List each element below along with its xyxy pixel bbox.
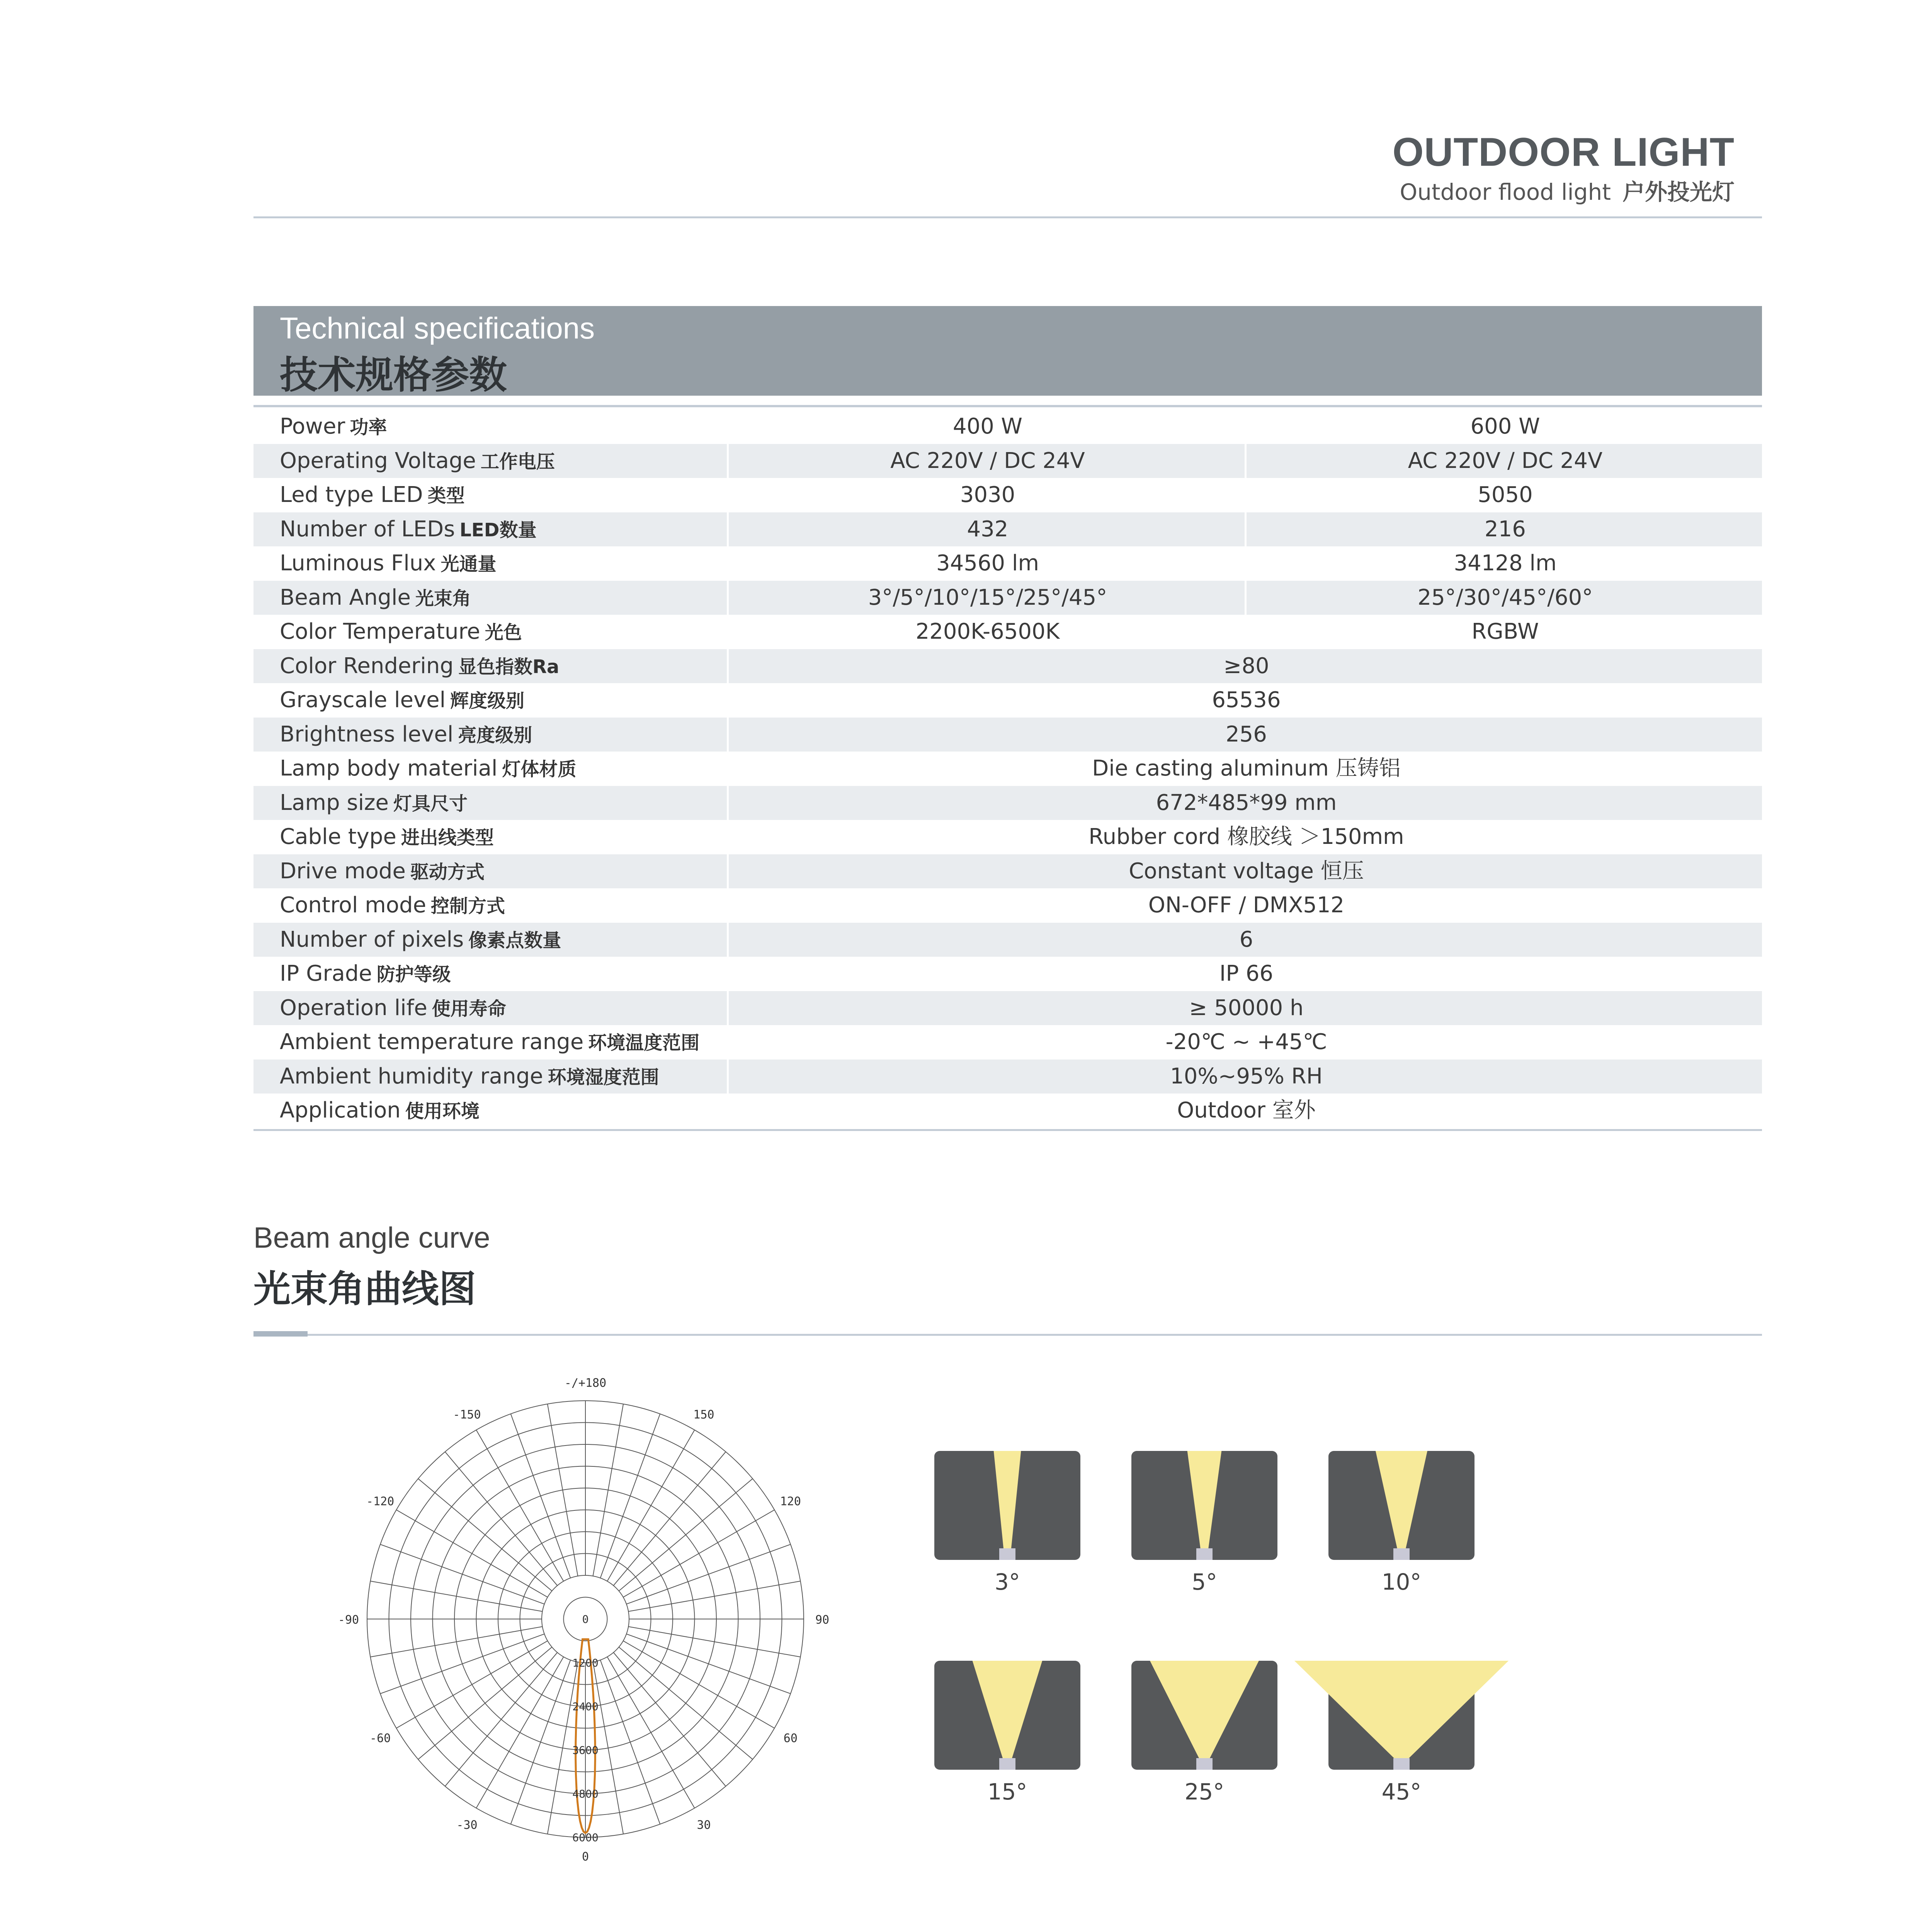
beam-tile xyxy=(934,1661,1080,1770)
polar-spoke xyxy=(623,1510,774,1597)
spec-row xyxy=(253,581,1762,615)
polar-radial-label: 4800 xyxy=(572,1787,599,1800)
beam-tile xyxy=(1328,1451,1475,1560)
polar-spoke xyxy=(626,1634,791,1694)
spec-label-en: Number of pixels xyxy=(280,927,464,952)
spec-label-en: Control mode xyxy=(280,893,427,918)
spec-label-en: IP Grade xyxy=(280,961,372,986)
polar-beam-diagram xyxy=(328,1376,842,1882)
polar-angle-label: 30 xyxy=(697,1818,711,1832)
polar-radial-label: 2400 xyxy=(572,1700,599,1713)
polar-spoke xyxy=(619,1647,753,1760)
spec-label xyxy=(280,820,494,854)
polar-spoke xyxy=(418,1479,552,1591)
spec-label xyxy=(280,923,561,957)
spec-label-cn: 功率 xyxy=(350,417,387,438)
spec-label-cn: 类型 xyxy=(427,485,465,507)
spec-label-cn: 环境温度范围 xyxy=(588,1032,700,1054)
spec-row xyxy=(253,991,1762,1026)
spec-label-cn: 显色指数Ra xyxy=(458,656,560,678)
polar-radial-label: 0 xyxy=(582,1613,589,1626)
spec-row xyxy=(253,615,1762,649)
polar-angle-label: -30 xyxy=(456,1818,478,1832)
spec-label-en: Lamp body material xyxy=(280,756,498,781)
polar-spoke xyxy=(511,1660,571,1824)
polar-spoke xyxy=(380,1634,544,1694)
spec-label-cn: 使用环境 xyxy=(405,1100,480,1122)
specs-heading-band xyxy=(253,306,1762,396)
spec-value-600w: 216 xyxy=(1245,512,1764,547)
spec-label xyxy=(280,752,576,786)
polar-angle-label: -60 xyxy=(370,1731,391,1745)
spec-value: Die casting aluminum 压铸铝 xyxy=(727,752,1764,786)
spec-value: Rubber cord 橡胶线 ＞150mm xyxy=(727,820,1764,854)
polar-radial-label: 1200 xyxy=(572,1656,599,1669)
polar-angle-label: 90 xyxy=(815,1613,830,1627)
spec-label xyxy=(280,683,524,718)
spec-value: Constant voltage 恒压 xyxy=(727,854,1764,889)
polar-spoke xyxy=(628,1581,800,1611)
spec-value-400w: 34560 lm xyxy=(727,546,1247,581)
spec-row xyxy=(253,1094,1762,1128)
spec-value: IP 66 xyxy=(727,957,1764,991)
spec-row xyxy=(253,478,1762,512)
spec-label xyxy=(280,1025,699,1060)
spec-label-cn: 辉度级别 xyxy=(450,690,525,712)
beam-tile-label: 25° xyxy=(1184,1779,1225,1805)
beam-tile xyxy=(1131,1661,1277,1770)
spec-label-cn: 驱动方式 xyxy=(410,861,485,883)
spec-value: 10%~95% RH xyxy=(727,1060,1764,1094)
polar-spoke xyxy=(593,1404,623,1576)
spec-value-600w: 34128 lm xyxy=(1245,546,1764,581)
polar-spoke xyxy=(626,1544,791,1604)
spec-label-en: Drive mode xyxy=(280,858,406,884)
spec-row xyxy=(253,923,1762,957)
polar-spoke xyxy=(628,1627,800,1657)
spec-value: 65536 xyxy=(727,683,1764,718)
spec-label-en: Beam Angle xyxy=(280,585,411,610)
polar-angle-label: -90 xyxy=(338,1613,359,1627)
spec-label-en: Led type LED xyxy=(280,482,423,507)
spec-value-400w: 3°/5°/10°/15°/25°/45° xyxy=(727,581,1247,615)
spec-label xyxy=(280,854,485,889)
spec-row xyxy=(253,444,1762,478)
spec-label-en: Operation life xyxy=(280,995,427,1020)
spec-value-600w: 25°/30°/45°/60° xyxy=(1245,581,1764,615)
polar-spoke xyxy=(614,1653,726,1786)
spec-label-cn: 光色 xyxy=(485,622,522,643)
spec-value-600w: RGBW xyxy=(1245,615,1764,649)
spec-label xyxy=(280,444,555,478)
spec-label xyxy=(280,718,532,752)
spec-value: 256 xyxy=(727,718,1764,752)
polar-spoke xyxy=(396,1510,548,1597)
spec-label-en: Number of LEDs xyxy=(280,516,455,542)
polar-spoke xyxy=(445,1452,558,1585)
spec-label-cn: 环境湿度范围 xyxy=(548,1066,659,1088)
spec-value-400w: 2200K-6500K xyxy=(727,615,1247,649)
spec-value-400w: 3030 xyxy=(727,478,1247,512)
polar-angle-label: -/+180 xyxy=(564,1376,607,1390)
spec-label-cn: 光束角 xyxy=(415,587,471,609)
spec-value-400w: 400 W xyxy=(727,410,1247,444)
spec-value: 672*485*99 mm xyxy=(727,786,1764,820)
polar-spoke xyxy=(614,1452,726,1585)
spec-row xyxy=(253,546,1762,581)
spec-label-en: Brightness level xyxy=(280,721,454,747)
polar-spoke xyxy=(476,1430,564,1581)
header-divider xyxy=(253,216,1762,218)
spec-label-cn: 进出线类型 xyxy=(401,827,494,849)
polar-angle-label: 60 xyxy=(783,1731,798,1745)
polar-spoke xyxy=(476,1657,564,1808)
polar-radial-label: 3600 xyxy=(572,1744,599,1757)
spec-label-en: Color Rendering xyxy=(280,653,454,679)
specs-top-rule xyxy=(253,405,1762,407)
spec-label-cn: 使用寿命 xyxy=(432,998,506,1020)
specs-heading-cn: 技术规格参数 xyxy=(280,353,507,397)
spec-label-cn: 光通量 xyxy=(440,553,497,575)
spec-label xyxy=(280,957,451,991)
polar-radial-label: 6000 xyxy=(572,1831,599,1844)
subtitle-en: Outdoor flood light xyxy=(1400,179,1611,205)
polar-spoke xyxy=(371,1627,543,1657)
beam-divider xyxy=(253,1334,1762,1336)
beam-tile-label: 10° xyxy=(1381,1569,1422,1595)
polar-spoke xyxy=(380,1544,544,1604)
spec-row xyxy=(253,512,1762,547)
spec-value: ≥80 xyxy=(727,649,1764,684)
spec-label xyxy=(280,649,559,684)
spec-row xyxy=(253,752,1762,786)
spec-label-cn: LED数量 xyxy=(459,519,537,541)
polar-angle-label: -120 xyxy=(366,1495,395,1509)
subtitle-cn: 户外投光灯 xyxy=(1622,179,1735,205)
spec-value-600w: 5050 xyxy=(1245,478,1764,512)
polar-spoke xyxy=(607,1657,695,1808)
spec-value: ≥ 50000 h xyxy=(727,991,1764,1026)
spec-row xyxy=(253,820,1762,854)
beam-tile-label: 3° xyxy=(995,1569,1020,1595)
spec-label-en: Lamp size xyxy=(280,790,389,815)
spec-label-cn: 灯体材质 xyxy=(502,759,577,780)
spec-label-en: Grayscale level xyxy=(280,687,446,713)
polar-spoke xyxy=(600,1414,660,1578)
polar-spoke xyxy=(623,1641,774,1728)
spec-label-en: Application xyxy=(280,1098,401,1123)
polar-angle-label: -150 xyxy=(453,1408,481,1422)
spec-label-en: Cable type xyxy=(280,824,396,849)
spec-label xyxy=(280,478,465,512)
spec-value: ON-OFF / DMX512 xyxy=(727,888,1764,923)
spec-label-cn: 像素点数量 xyxy=(468,929,561,951)
spec-row xyxy=(253,786,1762,820)
spec-row xyxy=(253,888,1762,923)
specs-bottom-rule xyxy=(253,1129,1762,1131)
spec-label-cn: 灯具尺寸 xyxy=(393,793,468,815)
spec-row xyxy=(253,718,1762,752)
beam-heading-cn: 光束角曲线图 xyxy=(253,1267,476,1311)
spec-row xyxy=(253,854,1762,889)
spec-label xyxy=(280,786,468,820)
spec-label-cn: 控制方式 xyxy=(431,895,505,917)
spec-value-600w: 600 W xyxy=(1245,410,1764,444)
spec-row xyxy=(253,410,1762,444)
polar-spoke xyxy=(511,1414,571,1578)
spec-value: Outdoor 室外 xyxy=(727,1094,1764,1128)
spec-row xyxy=(253,957,1762,991)
spec-label xyxy=(280,546,496,581)
page-subtitle xyxy=(1400,174,1735,206)
spec-label xyxy=(280,991,506,1026)
beam-tile xyxy=(934,1451,1080,1560)
spec-value: -20℃ ~ +45℃ xyxy=(727,1025,1764,1060)
spec-row xyxy=(253,683,1762,718)
polar-spoke xyxy=(371,1581,543,1611)
polar-spoke xyxy=(445,1653,558,1786)
beam-tile xyxy=(1131,1451,1277,1560)
spec-label xyxy=(280,888,505,923)
polar-angle-label: 0 xyxy=(582,1850,589,1864)
spec-value: 6 xyxy=(727,923,1764,957)
polar-spoke xyxy=(418,1647,552,1760)
polar-spoke xyxy=(396,1641,548,1728)
spec-label xyxy=(280,581,471,615)
spec-label-en: Ambient humidity range xyxy=(280,1063,543,1089)
spec-row xyxy=(253,1025,1762,1060)
spec-label-en: Luminous Flux xyxy=(280,551,436,576)
page-title: OUTDOOR LIGHT xyxy=(1392,130,1735,175)
beam-tile-label: 15° xyxy=(987,1779,1027,1805)
spec-label-en: Power xyxy=(280,414,345,439)
polar-spoke xyxy=(619,1479,753,1591)
spec-label-cn: 工作电压 xyxy=(480,451,555,473)
spec-value-600w: AC 220V / DC 24V xyxy=(1245,444,1764,478)
spec-label xyxy=(280,512,537,547)
specs-table xyxy=(253,410,1762,1128)
spec-label xyxy=(280,615,522,649)
spec-label-en: Color Temperature xyxy=(280,619,480,644)
polar-spoke xyxy=(600,1660,660,1824)
spec-value-400w: 432 xyxy=(727,512,1247,547)
spec-row xyxy=(253,649,1762,684)
spec-label-cn: 亮度级别 xyxy=(458,724,532,746)
beam-divider-accent xyxy=(253,1331,308,1337)
spec-label-cn: 防护等级 xyxy=(376,964,451,985)
spec-label xyxy=(280,1094,480,1128)
spec-label-en: Operating Voltage xyxy=(280,448,476,473)
polar-angle-label: 150 xyxy=(693,1408,714,1422)
spec-label xyxy=(280,1060,659,1094)
specs-heading-en: Technical specifications xyxy=(280,311,595,345)
spec-value-400w: AC 220V / DC 24V xyxy=(727,444,1247,478)
polar-angle-label: 120 xyxy=(780,1495,801,1509)
spec-row xyxy=(253,1060,1762,1094)
polar-spoke xyxy=(607,1430,695,1581)
beam-heading-en: Beam angle curve xyxy=(253,1221,490,1254)
beam-tile xyxy=(1328,1661,1475,1770)
beam-tile-label: 45° xyxy=(1381,1779,1422,1805)
spec-label-en: Ambient temperature range xyxy=(280,1029,584,1054)
spec-label xyxy=(280,410,387,444)
beam-tile-label: 5° xyxy=(1192,1569,1217,1595)
polar-spoke xyxy=(548,1404,578,1576)
